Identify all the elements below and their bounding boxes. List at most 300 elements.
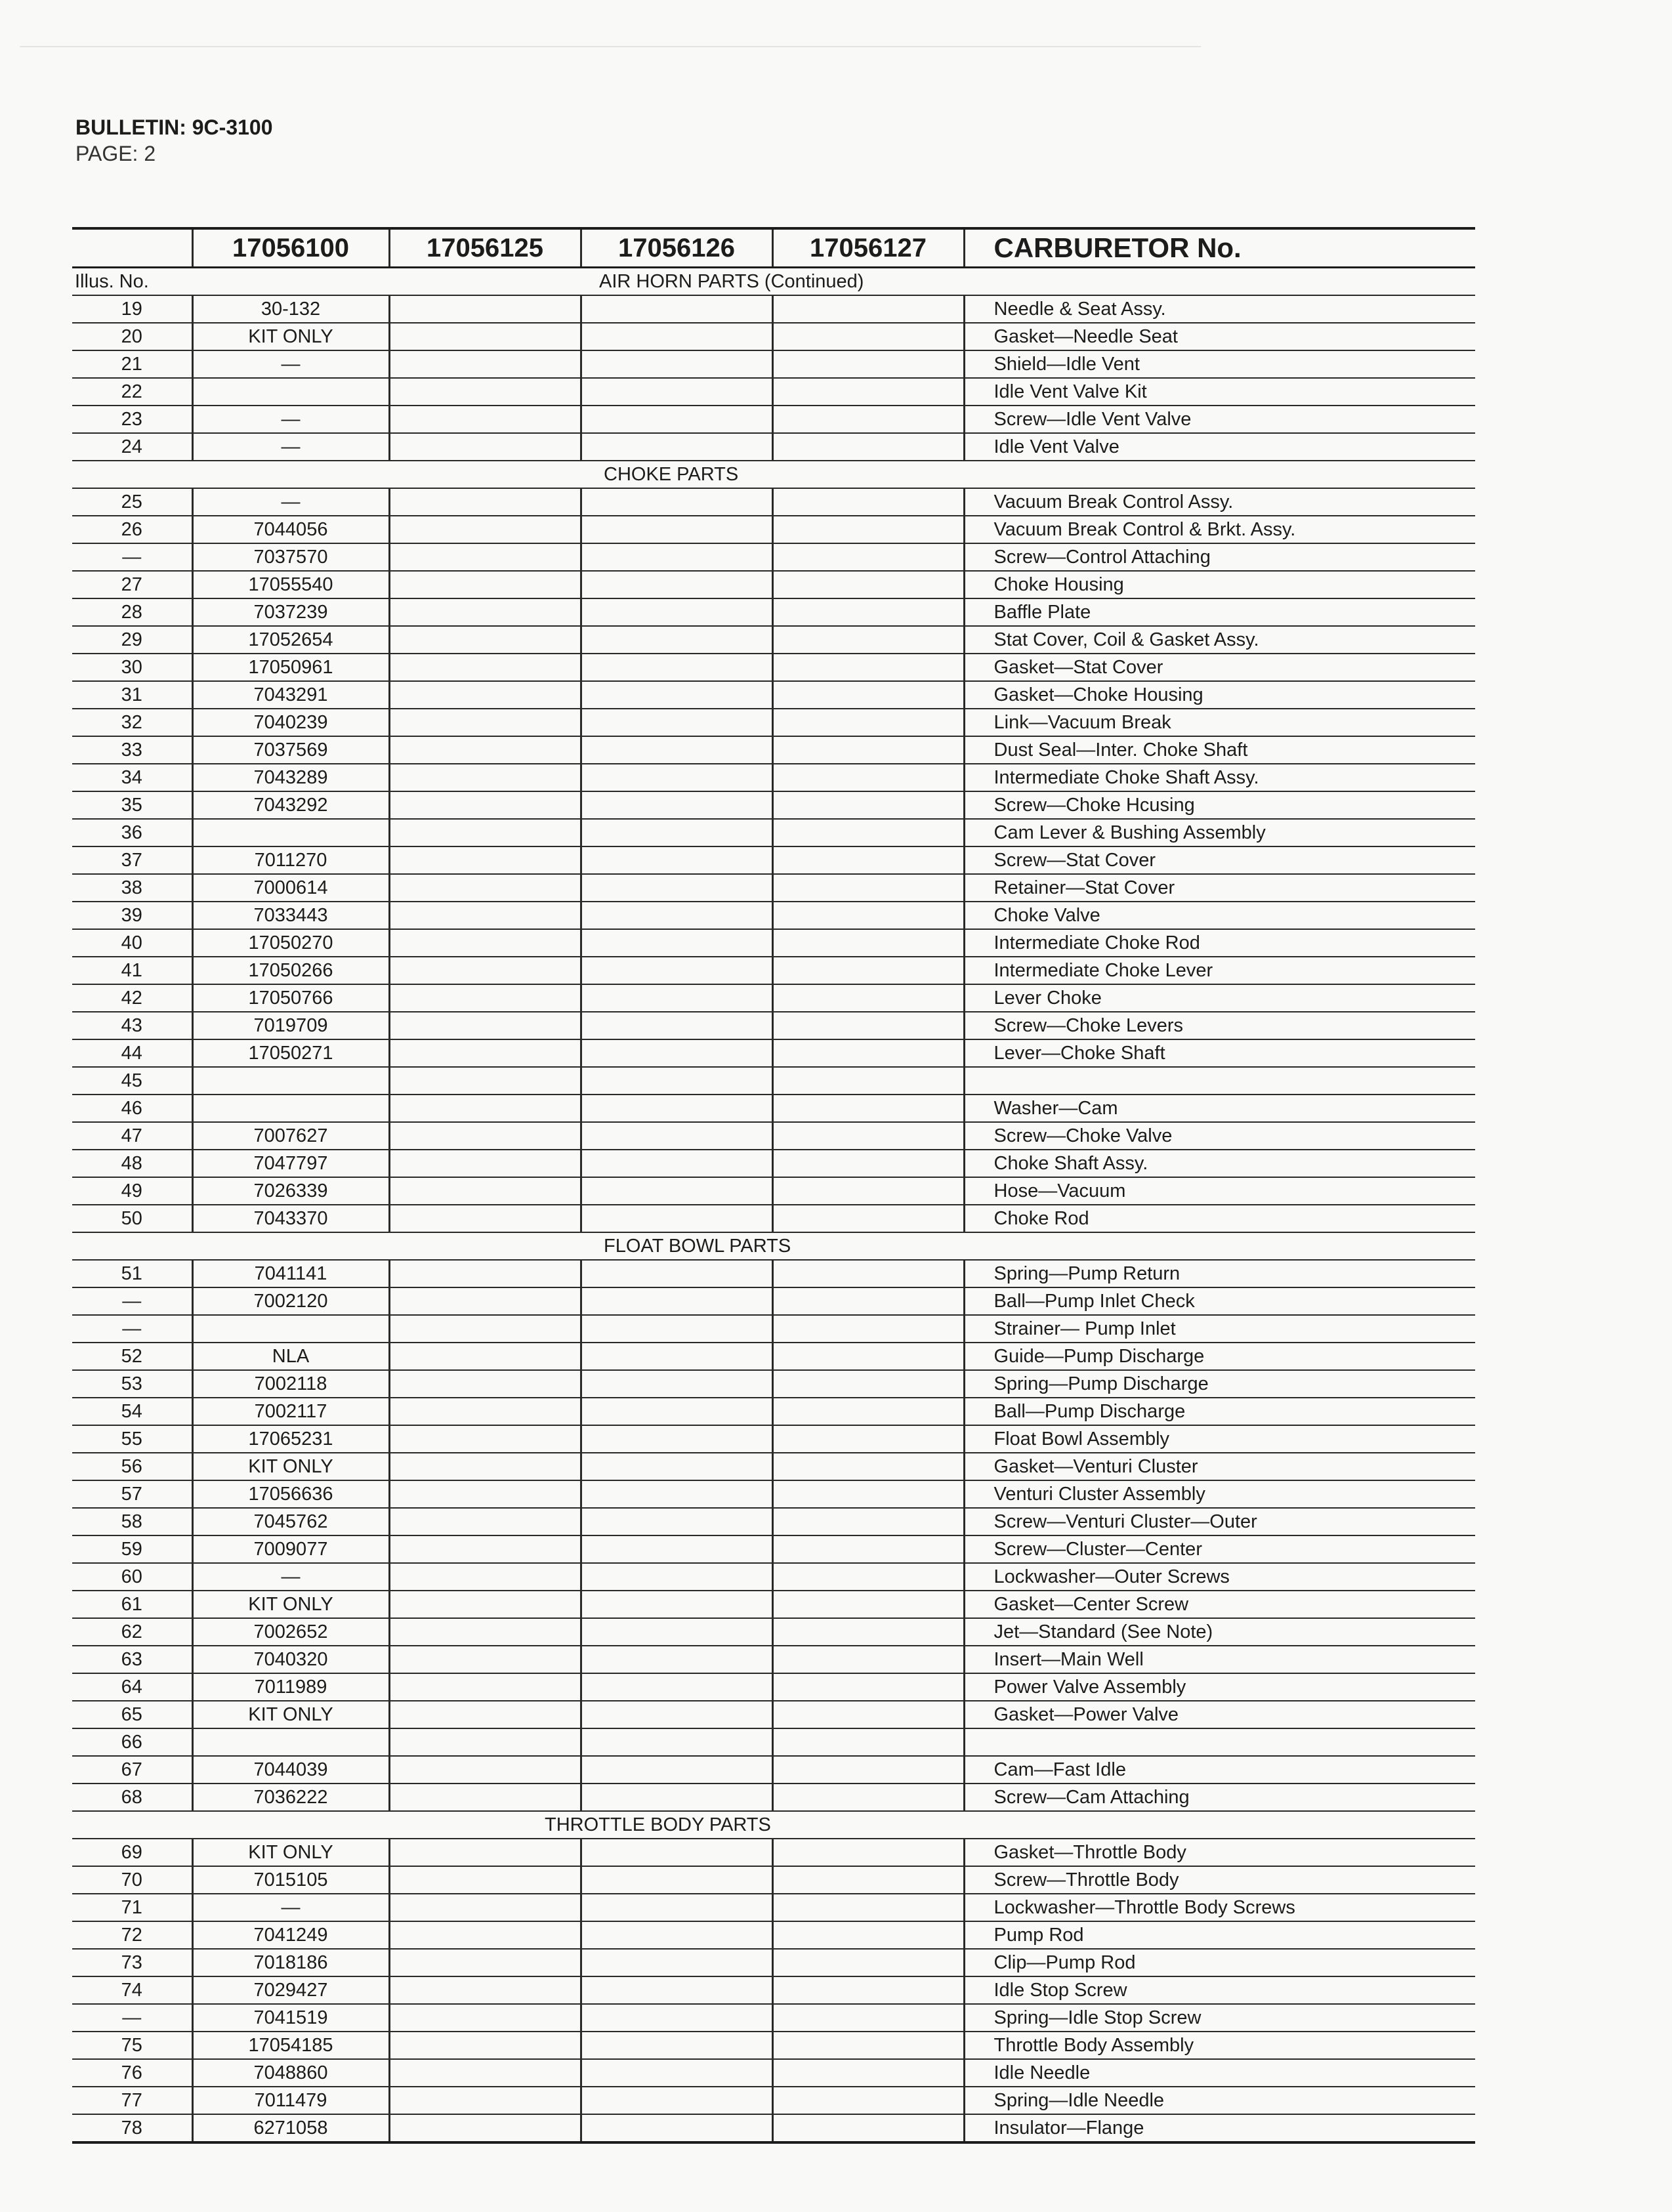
empty-part-cell bbox=[772, 1122, 964, 1150]
empty-part-cell bbox=[772, 957, 964, 984]
empty-part-cell bbox=[581, 1370, 772, 1398]
description-cell: Choke Rod bbox=[964, 1205, 1475, 1232]
table-row bbox=[72, 378, 1475, 406]
empty-part-cell bbox=[389, 1480, 581, 1508]
description-cell: Intermediate Choke Lever bbox=[964, 957, 1475, 984]
empty-part-cell bbox=[581, 1453, 772, 1480]
empty-part-cell bbox=[581, 1563, 772, 1591]
table-row bbox=[72, 1591, 1475, 1618]
empty-part-cell bbox=[772, 1784, 964, 1811]
part-number-cell: 7041519 bbox=[192, 2004, 389, 2032]
table-row bbox=[72, 516, 1475, 543]
empty-part-cell bbox=[389, 1535, 581, 1563]
empty-part-cell bbox=[772, 1949, 964, 1976]
illus-number-cell: 43 bbox=[72, 1012, 192, 1039]
column-header-17056127: 17056127 bbox=[772, 228, 964, 268]
empty-part-cell bbox=[389, 1756, 581, 1784]
empty-part-cell bbox=[581, 1756, 772, 1784]
illus-number-cell: — bbox=[72, 2004, 192, 2032]
empty-part-cell bbox=[772, 2004, 964, 2032]
empty-part-cell bbox=[772, 1398, 964, 1425]
table-row bbox=[72, 791, 1475, 819]
description-cell: Throttle Body Assembly bbox=[964, 2032, 1475, 2059]
section-title: AIR HORN PARTS (Continued) bbox=[192, 268, 1475, 296]
part-number-cell: 17050270 bbox=[192, 929, 389, 957]
description-cell: Screw—Cam Attaching bbox=[964, 1784, 1475, 1811]
empty-part-cell bbox=[772, 819, 964, 846]
empty-part-cell bbox=[581, 598, 772, 626]
empty-part-cell bbox=[581, 1866, 772, 1894]
empty-part-cell bbox=[772, 654, 964, 681]
empty-part-cell bbox=[772, 323, 964, 350]
part-number-cell: 7002118 bbox=[192, 1370, 389, 1398]
empty-part-cell bbox=[389, 1701, 581, 1728]
empty-part-cell bbox=[772, 1728, 964, 1756]
part-number-cell: KIT ONLY bbox=[192, 1839, 389, 1866]
part-number-cell: 7011989 bbox=[192, 1673, 389, 1701]
part-number-cell: 7029427 bbox=[192, 1976, 389, 2004]
part-number-cell: 7037569 bbox=[192, 736, 389, 764]
part-number-cell: 7002117 bbox=[192, 1398, 389, 1425]
empty-part-cell bbox=[389, 1508, 581, 1535]
part-number-cell: 7002652 bbox=[192, 1618, 389, 1646]
table-row bbox=[72, 654, 1475, 681]
empty-part-cell bbox=[389, 1866, 581, 1894]
empty-part-cell bbox=[772, 1039, 964, 1067]
description-cell: Insulator—Flange bbox=[964, 2114, 1475, 2142]
bulletin-number: BULLETIN: 9C-3100 bbox=[75, 115, 273, 139]
table-row bbox=[72, 1095, 1475, 1122]
table-row bbox=[72, 406, 1475, 433]
part-number-cell: 7036222 bbox=[192, 1784, 389, 1811]
empty-part-cell bbox=[581, 2032, 772, 2059]
part-number-cell: KIT ONLY bbox=[192, 323, 389, 350]
empty-part-cell bbox=[581, 571, 772, 598]
empty-part-cell bbox=[389, 543, 581, 571]
part-number-cell: 7047797 bbox=[192, 1150, 389, 1177]
illus-number-cell: 35 bbox=[72, 791, 192, 819]
illus-number-cell: 59 bbox=[72, 1535, 192, 1563]
illus-number-cell: 58 bbox=[72, 1508, 192, 1535]
empty-part-cell bbox=[389, 1287, 581, 1315]
description-cell: Idle Stop Screw bbox=[964, 1976, 1475, 2004]
illus-number-cell: 57 bbox=[72, 1480, 192, 1508]
description-cell: Clip—Pump Rod bbox=[964, 1949, 1475, 1976]
part-number-cell: 17055540 bbox=[192, 571, 389, 598]
table-row bbox=[72, 929, 1475, 957]
empty-part-cell bbox=[389, 902, 581, 929]
empty-part-cell bbox=[581, 874, 772, 902]
description-cell: Gasket—Power Valve bbox=[964, 1701, 1475, 1728]
empty-part-cell bbox=[772, 378, 964, 406]
empty-part-cell bbox=[581, 2087, 772, 2114]
section-title: CHOKE PARTS bbox=[72, 461, 1475, 488]
description-cell: Idle Vent Valve bbox=[964, 433, 1475, 461]
description-cell: Washer—Cam bbox=[964, 1095, 1475, 1122]
description-cell: Insert—Main Well bbox=[964, 1646, 1475, 1673]
empty-part-cell bbox=[772, 1976, 964, 2004]
empty-part-cell bbox=[772, 406, 964, 433]
description-cell: Lockwasher—Throttle Body Screws bbox=[964, 1894, 1475, 1921]
empty-part-cell bbox=[389, 1398, 581, 1425]
empty-part-cell bbox=[581, 819, 772, 846]
description-cell: Vacuum Break Control Assy. bbox=[964, 488, 1475, 516]
part-number-cell: — bbox=[192, 488, 389, 516]
table-header-row bbox=[72, 228, 1475, 268]
empty-part-cell bbox=[581, 2004, 772, 2032]
description-cell: Screw—Cluster—Center bbox=[964, 1535, 1475, 1563]
empty-part-cell bbox=[581, 1894, 772, 1921]
illus-number-cell: 52 bbox=[72, 1343, 192, 1370]
column-header-17056125: 17056125 bbox=[389, 228, 581, 268]
illus-number-cell: — bbox=[72, 1287, 192, 1315]
empty-part-cell bbox=[389, 929, 581, 957]
empty-part-cell bbox=[581, 1150, 772, 1177]
illus-number-cell: 25 bbox=[72, 488, 192, 516]
description-cell: Screw—Idle Vent Valve bbox=[964, 406, 1475, 433]
empty-part-cell bbox=[389, 433, 581, 461]
description-cell: Power Valve Assembly bbox=[964, 1673, 1475, 1701]
table-row bbox=[72, 1535, 1475, 1563]
empty-part-cell bbox=[772, 2087, 964, 2114]
part-number-cell: 7011270 bbox=[192, 846, 389, 874]
empty-part-cell bbox=[389, 2004, 581, 2032]
empty-part-cell bbox=[581, 1618, 772, 1646]
part-number-cell: 7048860 bbox=[192, 2059, 389, 2087]
empty-part-cell bbox=[389, 1177, 581, 1205]
table-row bbox=[72, 1205, 1475, 1232]
illus-number-cell: 46 bbox=[72, 1095, 192, 1122]
empty-part-cell bbox=[581, 1067, 772, 1095]
table-row bbox=[72, 2114, 1475, 2142]
empty-part-cell bbox=[389, 2032, 581, 2059]
illus-number-cell: 50 bbox=[72, 1205, 192, 1232]
description-cell: Spring—Idle Stop Screw bbox=[964, 2004, 1475, 2032]
description-cell: Lever Choke bbox=[964, 984, 1475, 1012]
empty-part-cell bbox=[581, 1205, 772, 1232]
table-row bbox=[72, 1728, 1475, 1756]
empty-part-cell bbox=[389, 1315, 581, 1343]
illus-number-cell: 51 bbox=[72, 1260, 192, 1287]
table-row bbox=[72, 295, 1475, 323]
table-row bbox=[72, 1784, 1475, 1811]
empty-part-cell bbox=[581, 1728, 772, 1756]
empty-part-cell bbox=[772, 1205, 964, 1232]
part-number-cell: 7044056 bbox=[192, 516, 389, 543]
description-cell: Shield—Idle Vent bbox=[964, 350, 1475, 378]
empty-part-cell bbox=[772, 350, 964, 378]
empty-part-cell bbox=[389, 1591, 581, 1618]
illus-number-cell: 30 bbox=[72, 654, 192, 681]
empty-part-cell bbox=[581, 736, 772, 764]
empty-part-cell bbox=[581, 1949, 772, 1976]
description-cell: Dust Seal—Inter. Choke Shaft bbox=[964, 736, 1475, 764]
empty-part-cell bbox=[581, 984, 772, 1012]
illus-number-cell: 53 bbox=[72, 1370, 192, 1398]
description-cell: Spring—Pump Return bbox=[964, 1260, 1475, 1287]
table-row bbox=[72, 2004, 1475, 2032]
description-cell: Jet—Standard (See Note) bbox=[964, 1618, 1475, 1646]
description-cell: Hose—Vacuum bbox=[964, 1177, 1475, 1205]
part-number-cell: 6271058 bbox=[192, 2114, 389, 2142]
empty-part-cell bbox=[581, 1095, 772, 1122]
empty-part-cell bbox=[389, 516, 581, 543]
empty-part-cell bbox=[581, 1012, 772, 1039]
empty-part-cell bbox=[772, 1756, 964, 1784]
empty-part-cell bbox=[389, 791, 581, 819]
part-number-cell: — bbox=[192, 406, 389, 433]
empty-part-cell bbox=[772, 1425, 964, 1453]
part-number-cell: 7040320 bbox=[192, 1646, 389, 1673]
description-cell: Lockwasher—Outer Screws bbox=[964, 1563, 1475, 1591]
empty-part-cell bbox=[772, 488, 964, 516]
empty-part-cell bbox=[389, 1646, 581, 1673]
empty-part-cell bbox=[389, 681, 581, 709]
empty-part-cell bbox=[581, 1315, 772, 1343]
part-number-cell: 7026339 bbox=[192, 1177, 389, 1205]
description-cell: Idle Vent Valve Kit bbox=[964, 378, 1475, 406]
empty-part-cell bbox=[772, 598, 964, 626]
part-number-cell bbox=[192, 1095, 389, 1122]
illus-number-cell: 78 bbox=[72, 2114, 192, 2142]
description-cell: Choke Shaft Assy. bbox=[964, 1150, 1475, 1177]
table-row bbox=[72, 1012, 1475, 1039]
empty-part-cell bbox=[389, 571, 581, 598]
table-row bbox=[72, 1866, 1475, 1894]
description-cell: Pump Rod bbox=[964, 1921, 1475, 1949]
table-row bbox=[72, 1480, 1475, 1508]
illus-number-cell: 20 bbox=[72, 323, 192, 350]
empty-part-cell bbox=[581, 1480, 772, 1508]
part-number-cell: 7044039 bbox=[192, 1756, 389, 1784]
illus-number-cell: 28 bbox=[72, 598, 192, 626]
empty-part-cell bbox=[581, 378, 772, 406]
empty-part-cell bbox=[389, 1563, 581, 1591]
illus-number-cell: 77 bbox=[72, 2087, 192, 2114]
empty-part-cell bbox=[581, 1039, 772, 1067]
description-cell: Float Bowl Assembly bbox=[964, 1425, 1475, 1453]
description-cell: Intermediate Choke Shaft Assy. bbox=[964, 764, 1475, 791]
empty-part-cell bbox=[772, 874, 964, 902]
empty-part-cell bbox=[772, 295, 964, 323]
part-number-cell: 17052654 bbox=[192, 626, 389, 654]
part-number-cell: 17056636 bbox=[192, 1480, 389, 1508]
part-number-cell: 7000614 bbox=[192, 874, 389, 902]
illus-number-cell: 29 bbox=[72, 626, 192, 654]
empty-part-cell bbox=[581, 1535, 772, 1563]
part-number-cell bbox=[192, 1728, 389, 1756]
empty-part-cell bbox=[389, 709, 581, 736]
empty-part-cell bbox=[772, 2032, 964, 2059]
part-number-cell: NLA bbox=[192, 1343, 389, 1370]
empty-part-cell bbox=[389, 1618, 581, 1646]
table-row bbox=[72, 846, 1475, 874]
section-header-row bbox=[72, 1232, 1475, 1260]
empty-part-cell bbox=[581, 1122, 772, 1150]
illus-number-cell: 36 bbox=[72, 819, 192, 846]
table-row bbox=[72, 1425, 1475, 1453]
description-cell: Screw—Throttle Body bbox=[964, 1866, 1475, 1894]
empty-part-cell bbox=[772, 902, 964, 929]
empty-part-cell bbox=[581, 709, 772, 736]
empty-part-cell bbox=[772, 1591, 964, 1618]
empty-part-cell bbox=[581, 1398, 772, 1425]
illus-number-cell: 34 bbox=[72, 764, 192, 791]
empty-part-cell bbox=[772, 736, 964, 764]
illus-number-cell: 62 bbox=[72, 1618, 192, 1646]
table-row bbox=[72, 1701, 1475, 1728]
empty-part-cell bbox=[389, 1894, 581, 1921]
description-cell: Screw—Choke Hcusing bbox=[964, 791, 1475, 819]
description-cell: Spring—Pump Discharge bbox=[964, 1370, 1475, 1398]
empty-part-cell bbox=[772, 433, 964, 461]
part-number-cell: 7015105 bbox=[192, 1866, 389, 1894]
illus-number-cell: 48 bbox=[72, 1150, 192, 1177]
part-number-cell: — bbox=[192, 1894, 389, 1921]
empty-part-cell bbox=[581, 1508, 772, 1535]
illus-number-cell: 54 bbox=[72, 1398, 192, 1425]
empty-part-cell bbox=[772, 681, 964, 709]
illus-number-cell: 74 bbox=[72, 1976, 192, 2004]
empty-part-cell bbox=[389, 1425, 581, 1453]
empty-part-cell bbox=[389, 984, 581, 1012]
illus-number-cell: — bbox=[72, 1315, 192, 1343]
empty-part-cell bbox=[772, 709, 964, 736]
description-cell: Idle Needle bbox=[964, 2059, 1475, 2087]
illus-number-cell: 75 bbox=[72, 2032, 192, 2059]
part-number-cell bbox=[192, 1067, 389, 1095]
part-number-cell bbox=[192, 378, 389, 406]
illus-number-cell: 49 bbox=[72, 1177, 192, 1205]
illus-number-cell: 23 bbox=[72, 406, 192, 433]
empty-part-cell bbox=[581, 406, 772, 433]
table-row bbox=[72, 1287, 1475, 1315]
empty-part-cell bbox=[389, 2059, 581, 2087]
table-row bbox=[72, 736, 1475, 764]
description-cell: Screw—Stat Cover bbox=[964, 846, 1475, 874]
empty-part-cell bbox=[389, 1067, 581, 1095]
table-row bbox=[72, 902, 1475, 929]
empty-part-cell bbox=[772, 2059, 964, 2087]
table-row bbox=[72, 598, 1475, 626]
part-number-cell bbox=[192, 1315, 389, 1343]
illus-number-cell: 64 bbox=[72, 1673, 192, 1701]
empty-part-cell bbox=[772, 1894, 964, 1921]
illus-number-cell: 37 bbox=[72, 846, 192, 874]
empty-part-cell bbox=[581, 846, 772, 874]
table-row bbox=[72, 1949, 1475, 1976]
section-header-row bbox=[72, 268, 1475, 296]
table-row bbox=[72, 1067, 1475, 1095]
table-row bbox=[72, 957, 1475, 984]
table-row bbox=[72, 1563, 1475, 1591]
description-cell: Ball—Pump Discharge bbox=[964, 1398, 1475, 1425]
empty-part-cell bbox=[581, 1784, 772, 1811]
illus-number-cell: 65 bbox=[72, 1701, 192, 1728]
empty-part-cell bbox=[581, 764, 772, 791]
table-row bbox=[72, 1508, 1475, 1535]
description-cell: Gasket—Throttle Body bbox=[964, 1839, 1475, 1866]
empty-part-cell bbox=[389, 1039, 581, 1067]
description-cell: Choke Housing bbox=[964, 571, 1475, 598]
illus-number-cell: 38 bbox=[72, 874, 192, 902]
empty-part-cell bbox=[772, 543, 964, 571]
empty-part-cell bbox=[581, 1260, 772, 1287]
illus-number-cell: 45 bbox=[72, 1067, 192, 1095]
illus-number-cell: 72 bbox=[72, 1921, 192, 1949]
empty-part-cell bbox=[389, 488, 581, 516]
empty-part-cell bbox=[389, 1453, 581, 1480]
description-cell: Gasket—Center Screw bbox=[964, 1591, 1475, 1618]
empty-part-cell bbox=[772, 1701, 964, 1728]
empty-part-cell bbox=[581, 2059, 772, 2087]
table-row bbox=[72, 2087, 1475, 2114]
empty-part-cell bbox=[772, 1839, 964, 1866]
table-row bbox=[72, 1343, 1475, 1370]
empty-part-cell bbox=[389, 1260, 581, 1287]
illus-number-cell: — bbox=[72, 543, 192, 571]
part-number-cell: 7040239 bbox=[192, 709, 389, 736]
description-cell: Cam Lever & Bushing Assembly bbox=[964, 819, 1475, 846]
illus-number-cell: 47 bbox=[72, 1122, 192, 1150]
description-cell: Guide—Pump Discharge bbox=[964, 1343, 1475, 1370]
part-number-cell: 7007627 bbox=[192, 1122, 389, 1150]
empty-part-cell bbox=[389, 1839, 581, 1866]
illus-number-cell: 69 bbox=[72, 1839, 192, 1866]
illus-number-cell: 21 bbox=[72, 350, 192, 378]
part-number-cell: 17065231 bbox=[192, 1425, 389, 1453]
empty-part-cell bbox=[389, 406, 581, 433]
parts-table bbox=[72, 227, 1475, 2144]
empty-part-cell bbox=[772, 1563, 964, 1591]
empty-part-cell bbox=[389, 378, 581, 406]
empty-part-cell bbox=[581, 957, 772, 984]
empty-part-cell bbox=[389, 295, 581, 323]
description-cell bbox=[964, 1067, 1475, 1095]
column-header-carburetor-no: CARBURETOR No. bbox=[964, 228, 1475, 268]
description-cell: Screw—Choke Levers bbox=[964, 1012, 1475, 1039]
part-number-cell: — bbox=[192, 350, 389, 378]
description-cell: Cam—Fast Idle bbox=[964, 1756, 1475, 1784]
part-number-cell: 7009077 bbox=[192, 1535, 389, 1563]
empty-part-cell bbox=[581, 1177, 772, 1205]
description-cell: Strainer— Pump Inlet bbox=[964, 1315, 1475, 1343]
empty-part-cell bbox=[772, 1012, 964, 1039]
description-cell: Spring—Idle Needle bbox=[964, 2087, 1475, 2114]
description-cell bbox=[964, 1728, 1475, 1756]
table-row bbox=[72, 681, 1475, 709]
part-number-cell: 7037570 bbox=[192, 543, 389, 571]
empty-part-cell bbox=[772, 1480, 964, 1508]
table-row bbox=[72, 764, 1475, 791]
empty-part-cell bbox=[772, 1343, 964, 1370]
empty-part-cell bbox=[581, 2114, 772, 2142]
empty-part-cell bbox=[389, 1205, 581, 1232]
part-number-cell bbox=[192, 819, 389, 846]
table-row bbox=[72, 874, 1475, 902]
illus-number-cell: 24 bbox=[72, 433, 192, 461]
illus-number-cell: 71 bbox=[72, 1894, 192, 1921]
part-number-cell: — bbox=[192, 433, 389, 461]
description-cell: Gasket—Choke Housing bbox=[964, 681, 1475, 709]
illus-number-cell: 60 bbox=[72, 1563, 192, 1591]
empty-part-cell bbox=[389, 1728, 581, 1756]
illus-number-cell: 70 bbox=[72, 1866, 192, 1894]
illus-number-cell: 61 bbox=[72, 1591, 192, 1618]
empty-part-cell bbox=[772, 1177, 964, 1205]
illus-number-cell: 22 bbox=[72, 378, 192, 406]
table-row bbox=[72, 984, 1475, 1012]
